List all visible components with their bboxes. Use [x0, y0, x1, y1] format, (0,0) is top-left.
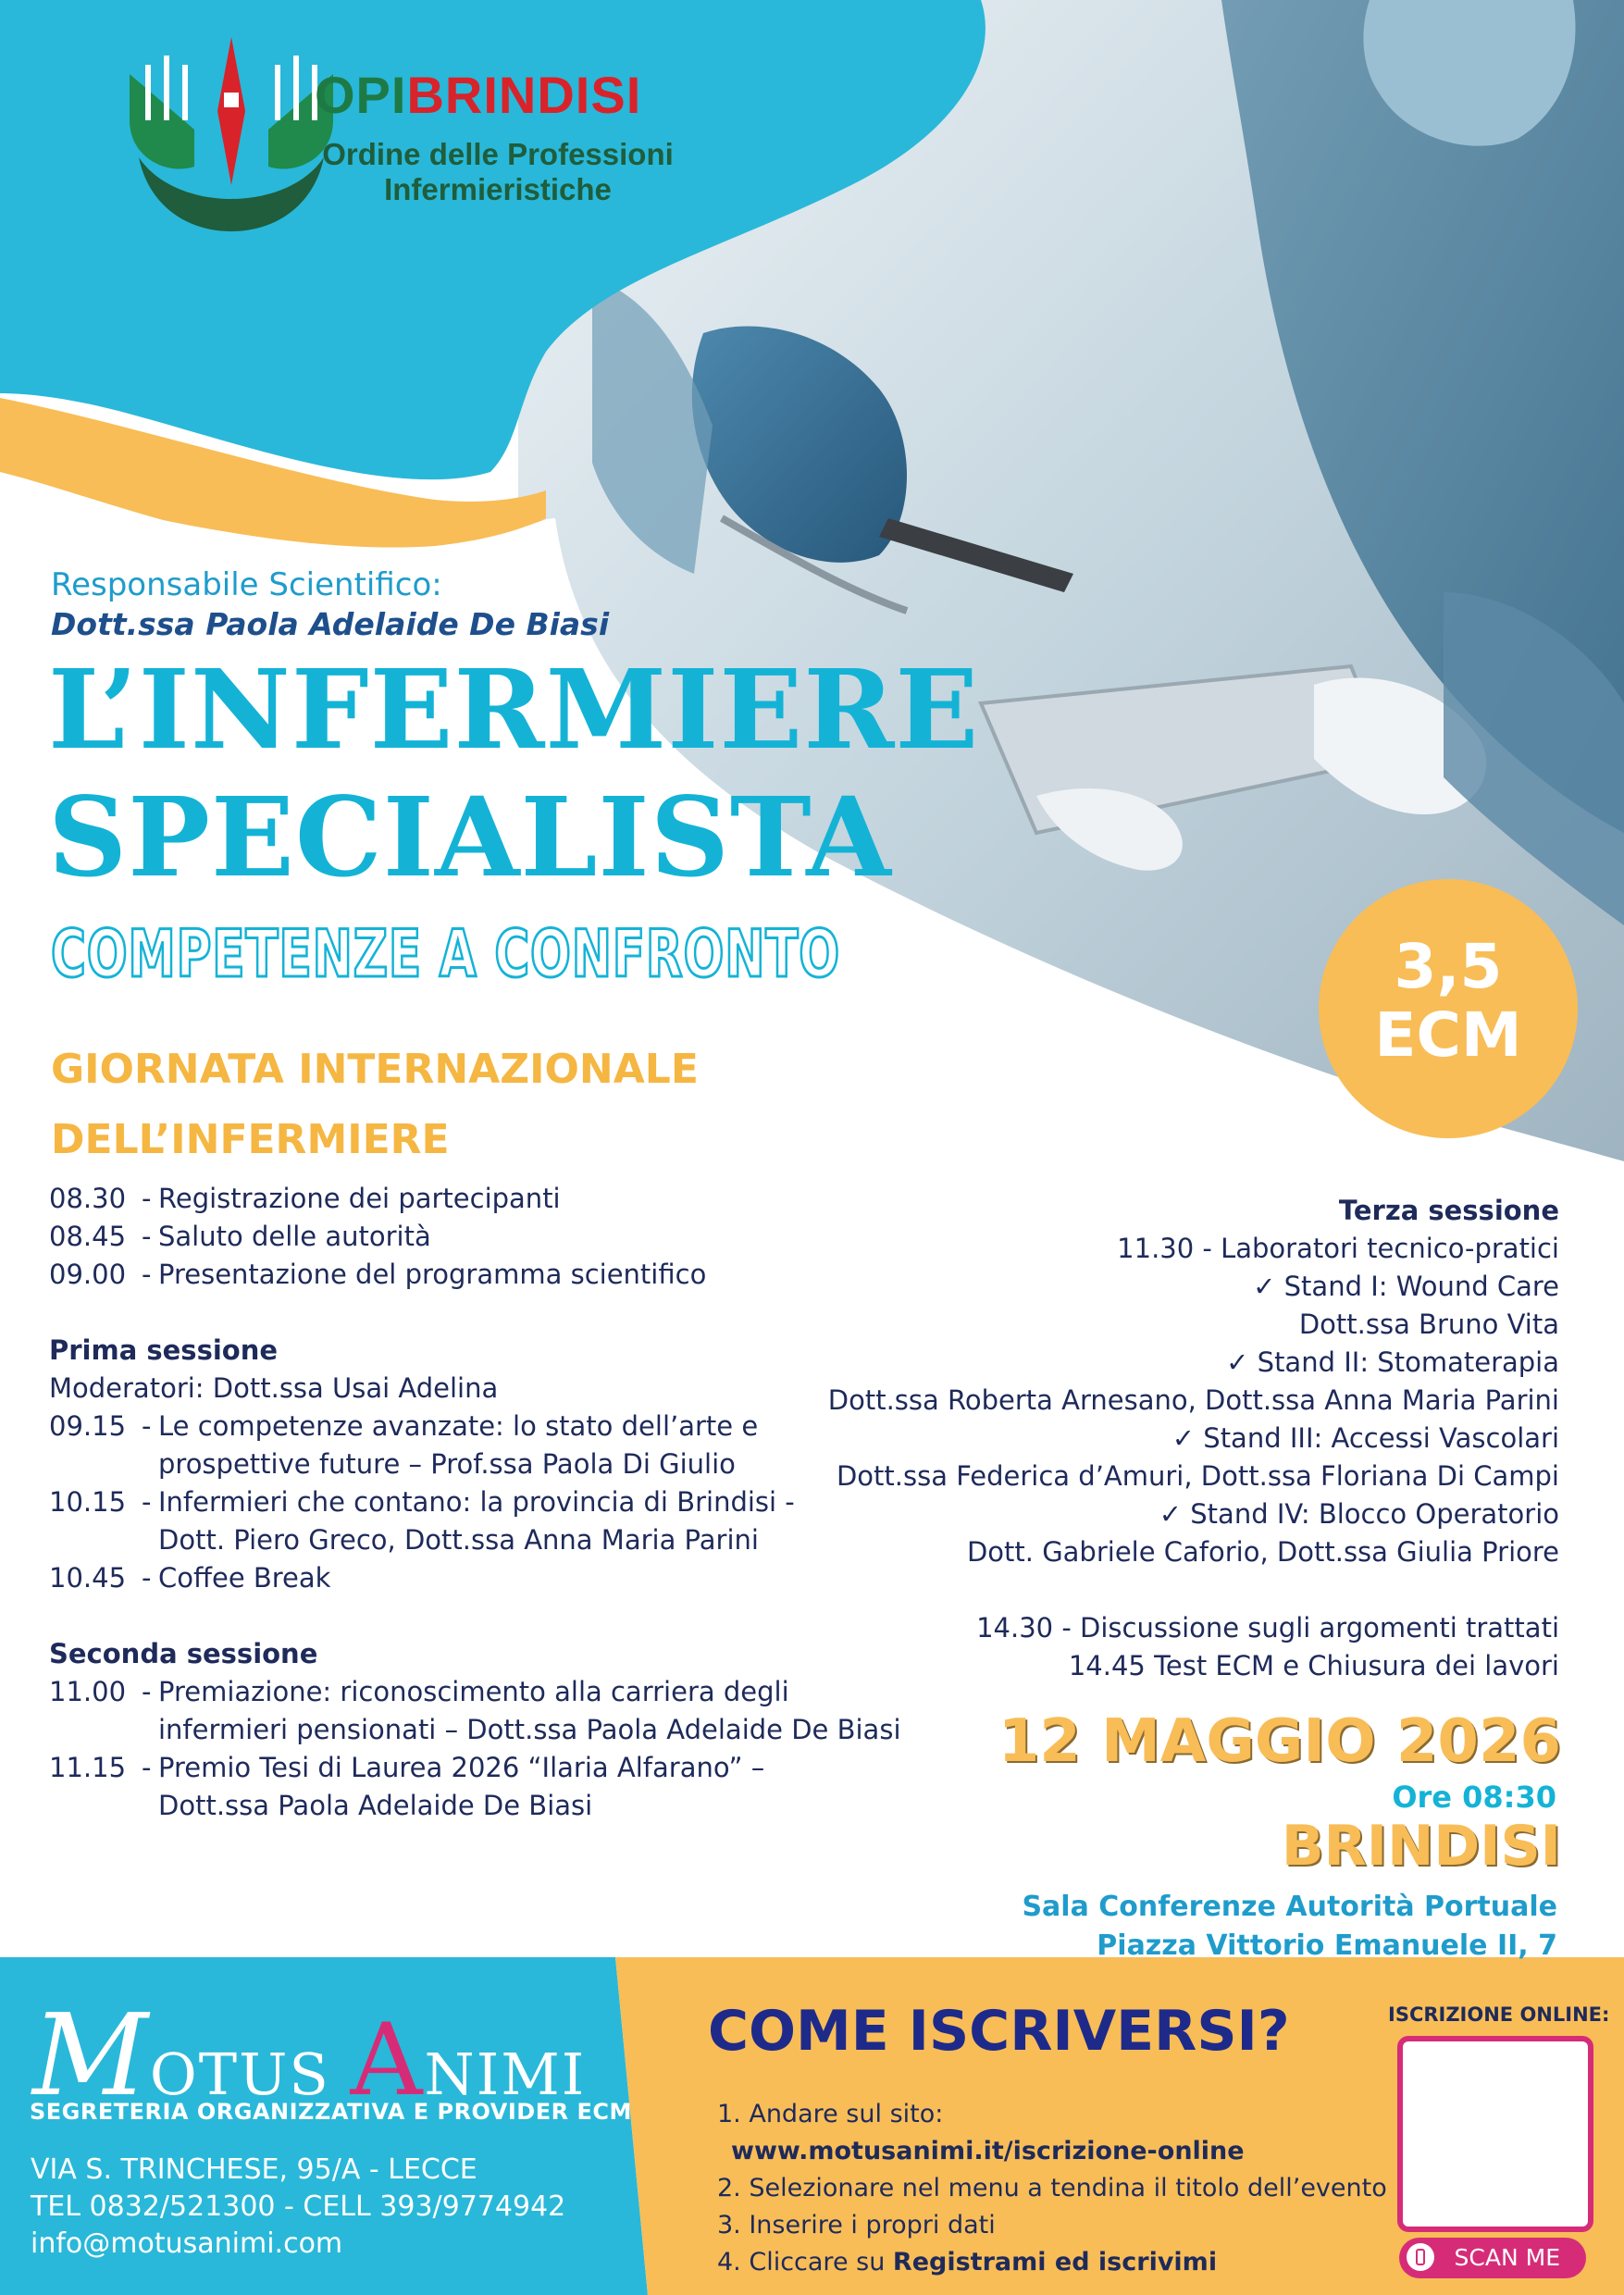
program-row [49, 1749, 928, 1787]
prima-sessione-title: Prima sessione [49, 1334, 279, 1366]
program-dash: - [142, 1259, 152, 1290]
step-2: 2. Selezionare nel menu a tendina il titolo dell’evento [717, 2174, 1387, 2202]
terza-sessione-title: Terza sessione [1338, 1195, 1559, 1226]
ecm-badge [1319, 879, 1578, 1138]
program-text: infermieri pensionati – Dott.ssa Paola Adelaide De Biasi [158, 1714, 901, 1745]
program-dash: - [142, 1676, 152, 1707]
step-1: 1. Andare sul sito: [717, 2100, 944, 2128]
seconda-sessione-title: Seconda sessione [49, 1638, 318, 1669]
program-text: Presentazione del programma scientifico [158, 1259, 707, 1290]
program-line: 14.45 Test ECM e Chiusura dei lavori [1068, 1650, 1559, 1681]
program-dash: - [142, 1183, 152, 1214]
giornata-heading [51, 1035, 699, 1175]
phone-icon [1407, 2243, 1434, 2271]
program-line: 14.30 - Discussione sugli argomenti trattati [976, 1612, 1559, 1644]
registration-steps [717, 2096, 1387, 2281]
scan-me-label: SCAN ME [1454, 2244, 1560, 2271]
program-text: Premiazione: riconoscimento alla carriera degli [158, 1676, 789, 1707]
program-dash: - [142, 1752, 152, 1783]
scan-me-button[interactable] [1399, 2238, 1586, 2278]
brindisi-text: BRINDISI [406, 66, 642, 124]
program-text: Le competenze avanzate: lo stato dell’arte e [158, 1410, 759, 1442]
program-text: Saluto delle autorità [158, 1221, 431, 1252]
registration-url-link[interactable]: www.motusanimi.it/iscrizione-online [731, 2137, 1245, 2165]
motus-nimi: NIMI [424, 2041, 587, 2108]
email-link[interactable]: info@motusanimi.com [31, 2227, 343, 2260]
program-time: 08.45 [49, 1221, 127, 1252]
program-right [634, 1192, 1559, 1685]
program-line: ✓ Stand I: Wound Care [1253, 1271, 1559, 1302]
program-text: prospettive future – Prof.ssa Paola Di Giulio [158, 1448, 736, 1480]
phone-numbers: TEL 0832/521300 - CELL 393/9774942 [31, 2190, 566, 2223]
come-iscriversi-title: COME ISCRIVERSI? [708, 1999, 1290, 2064]
program-time: 11.00 [49, 1676, 127, 1707]
responsabile-label: Responsabile Scientifico: [51, 566, 442, 603]
program-dash: - [142, 1562, 152, 1594]
motus-a: A [350, 2003, 425, 2118]
step-4 [717, 2244, 1387, 2281]
program-line: Dott.ssa Roberta Arnesano, Dott.ssa Anna Maria Parini [827, 1384, 1559, 1416]
ecm-value: 3,5 [1394, 931, 1503, 1002]
program-time: 09.00 [49, 1259, 127, 1290]
program-dash: - [142, 1410, 152, 1442]
giornata-line2: DELL’INFERMIERE [51, 1116, 450, 1163]
opi-brindisi-title [315, 65, 641, 125]
event-date: 12 MAGGIO 2026 [998, 1707, 1561, 1776]
program-line: Dott.ssa Federica d’Amuri, Dott.ssa Floriana Di Campi [836, 1460, 1559, 1492]
program-text: Infermieri che contano: la provincia di Brindisi - [158, 1486, 795, 1518]
program-time: 09.15 [49, 1410, 127, 1442]
program-line: Dott.ssa Bruno Vita [1298, 1309, 1559, 1340]
iscrizione-online-label: ISCRIZIONE ONLINE: [1388, 2003, 1610, 2026]
venue-name: Sala Conferenze Autorità Portuale [1022, 1891, 1557, 1923]
program-time: 10.45 [49, 1562, 127, 1594]
program-text: Dott. Piero Greco, Dott.ssa Anna Maria Parini [158, 1524, 759, 1556]
program-line: ✓ Stand III: Accessi Vascolari [1172, 1422, 1559, 1454]
responsabile-name: Dott.ssa Paola Adelaide De Biasi [51, 606, 610, 642]
event-title-line1: L’INFERMIERE [48, 645, 980, 774]
program-text: Premio Tesi di Laurea 2026 “Ilaria Alfarano” – [158, 1752, 765, 1783]
program-time: 08.30 [49, 1183, 127, 1214]
program-text: Dott.ssa Paola Adelaide De Biasi [158, 1790, 593, 1821]
opi-subtitle: Ordine delle Professioni Infermieristiche [322, 137, 674, 206]
program-row-cont [49, 1711, 928, 1749]
program-text: Registrazione dei partecipanti [158, 1183, 561, 1214]
venue-address: Piazza Vittorio Emanuele II, 7 [1097, 1929, 1557, 1962]
address: VIA S. TRINCHESE, 95/A - LECCE [31, 2153, 477, 2186]
event-venue [1022, 1888, 1557, 1966]
qr-code-frame[interactable] [1397, 2036, 1593, 2232]
step-4-action: Registrami ed iscrivimi [892, 2248, 1218, 2276]
program-line: Dott. Gabriele Caforio, Dott.ssa Giulia Priore [966, 1536, 1559, 1568]
moderatori: Moderatori: Dott.ssa Usai Adelina [49, 1372, 499, 1404]
step-3: 3. Inserire i propri dati [717, 2211, 996, 2239]
program-text: Coffee Break [158, 1562, 331, 1594]
motus-otus: OTUS [149, 2041, 351, 2108]
event-subtitle: COMPETENZE A CONFRONTO [51, 916, 841, 992]
event-time: Ore 08:30 [1392, 1780, 1556, 1815]
motus-m: M [32, 1990, 150, 2121]
event-title-line2: SPECIALISTA [48, 773, 892, 901]
program-row-cont [49, 1787, 928, 1825]
program-dash: - [142, 1486, 152, 1518]
event-city: BRINDISI [1281, 1814, 1561, 1879]
program-dash: - [142, 1221, 152, 1252]
opi-text: OPI [315, 66, 407, 124]
contact-info [31, 2152, 565, 2263]
ecm-label: ECM [1374, 999, 1522, 1071]
program-line: ✓ Stand II: Stomaterapia [1226, 1346, 1559, 1378]
program-line: ✓ Stand IV: Blocco Operatorio [1159, 1498, 1559, 1530]
program-time: 10.15 [49, 1486, 127, 1518]
step-4-prefix: 4. Cliccare su [717, 2248, 893, 2276]
program-line: 11.30 - Laboratori tecnico-pratici [1117, 1233, 1559, 1264]
program-time: 11.15 [49, 1752, 127, 1783]
motus-tagline: SEGRETERIA ORGANIZZATIVA E PROVIDER ECM [30, 2099, 632, 2125]
giornata-line1: GIORNATA INTERNAZIONALE [51, 1046, 699, 1093]
